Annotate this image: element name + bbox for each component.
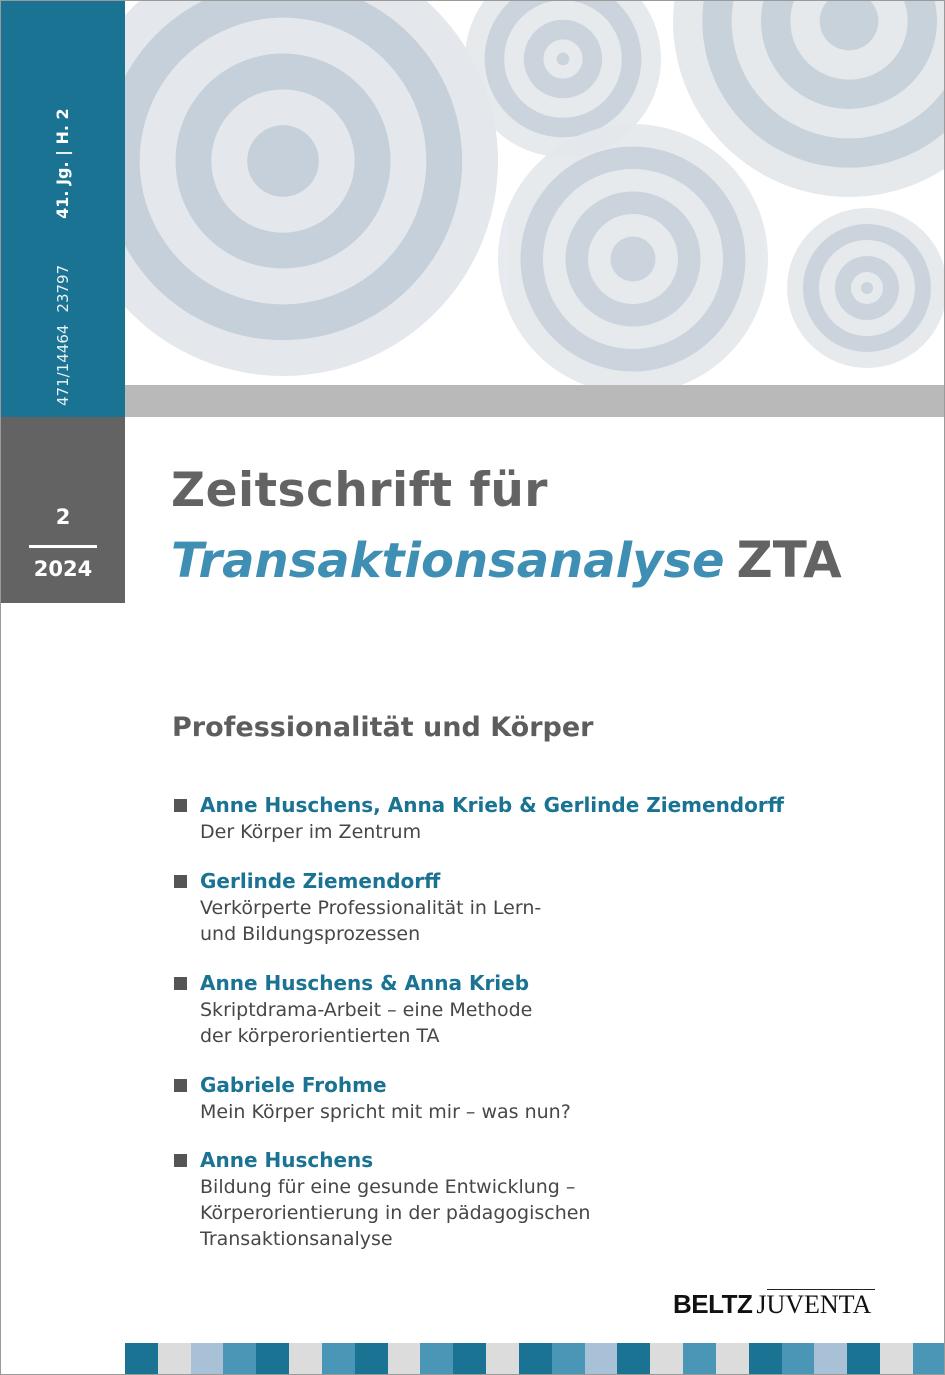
toc-author: Anne Huschens, Anna Krieb & Gerlinde Ziemendorff (200, 793, 784, 817)
circles-graphic (125, 1, 945, 385)
toc-article-title: Mein Körper spricht mit mir – was nun? (200, 1101, 571, 1123)
color-block (289, 1343, 322, 1374)
color-block (650, 1343, 683, 1374)
target-center (861, 282, 873, 294)
toc-item (171, 868, 541, 947)
grey-divider-band (125, 385, 945, 417)
toc-article-title: Skriptdrama-Arbeit – eine Methode (200, 999, 533, 1021)
target-center (838, 10, 861, 33)
color-block (125, 1343, 158, 1374)
target-center (269, 147, 297, 175)
color-block (716, 1343, 749, 1374)
spine-code-2: 23797 (54, 264, 72, 313)
color-block (880, 1343, 913, 1374)
toc-item (171, 1147, 590, 1252)
color-block-strip (125, 1343, 945, 1374)
color-block (453, 1343, 486, 1374)
publisher-logo (673, 1289, 871, 1320)
color-block (322, 1343, 355, 1374)
toc-item (171, 970, 532, 1049)
issue-number: 2 (55, 505, 71, 529)
target-center (557, 53, 570, 66)
color-block (913, 1343, 945, 1374)
color-block (223, 1343, 256, 1374)
publisher-logo-rule (767, 1289, 875, 1290)
square-bullet-icon (174, 799, 187, 812)
color-block (158, 1343, 191, 1374)
issue-box (1, 417, 125, 603)
concentric-circles-artwork (125, 1, 945, 385)
toc-article-title: Körperorientierung in der pädagogischen (200, 1202, 591, 1224)
square-bullet-icon (174, 1079, 187, 1092)
publisher-name-juventa: JUVENTA (756, 1290, 872, 1319)
toc-article-title: Der Körper im Zentrum (200, 821, 422, 843)
journal-title-line1: Zeitschrift für (171, 463, 548, 518)
toc-article-title: und Bildungsprozessen (200, 923, 421, 945)
publisher-name-beltz: BELTZ (673, 1289, 753, 1319)
square-bullet-icon (174, 977, 187, 990)
color-block (388, 1343, 421, 1374)
journal-title-main: Transaktionsanalyse (171, 533, 725, 589)
toc-article-title: Verkörperte Professionalität in Lern- (200, 897, 542, 919)
color-block (486, 1343, 519, 1374)
issue-divider (29, 545, 97, 548)
color-block (617, 1343, 650, 1374)
spine-text (47, 6, 79, 406)
color-block (420, 1343, 453, 1374)
target-center (624, 250, 642, 268)
spine-band (1, 1, 125, 417)
issue-year: 2024 (33, 557, 93, 581)
color-block (585, 1343, 618, 1374)
journal-title-line2 (171, 531, 842, 589)
toc-author: Anne Huschens (200, 1148, 374, 1172)
target-circle (125, 1, 498, 376)
toc-author: Anne Huschens & Anna Krieb (200, 971, 530, 995)
square-bullet-icon (174, 875, 187, 888)
color-block (847, 1343, 880, 1374)
toc-item (171, 792, 784, 845)
color-block (749, 1343, 782, 1374)
toc-item (171, 1072, 571, 1125)
target-circle (787, 208, 945, 368)
spine-volume: 41. Jg. | H. 2 (53, 108, 72, 219)
toc-article-title: Transaktionsanalyse (200, 1228, 393, 1250)
color-block (519, 1343, 552, 1374)
toc-author: Gabriele Frohme (200, 1073, 387, 1097)
color-block (552, 1343, 585, 1374)
target-circle (498, 124, 768, 385)
spine-codes (54, 253, 72, 406)
color-block (683, 1343, 716, 1374)
color-block (256, 1343, 289, 1374)
spine-code-1: 471/14464 (54, 324, 72, 406)
issue-theme: Professionalität und Körper (172, 712, 594, 743)
color-block (191, 1343, 224, 1374)
color-block (782, 1343, 815, 1374)
toc-article-title: Bildung für eine gesunde Entwicklung – (200, 1176, 576, 1198)
toc-article-title: der körperorientierten TA (200, 1025, 440, 1047)
color-block (355, 1343, 388, 1374)
toc-author: Gerlinde Ziemendorff (200, 869, 441, 893)
journal-abbreviation: ZTA (736, 531, 842, 589)
square-bullet-icon (174, 1154, 187, 1167)
color-block (814, 1343, 847, 1374)
